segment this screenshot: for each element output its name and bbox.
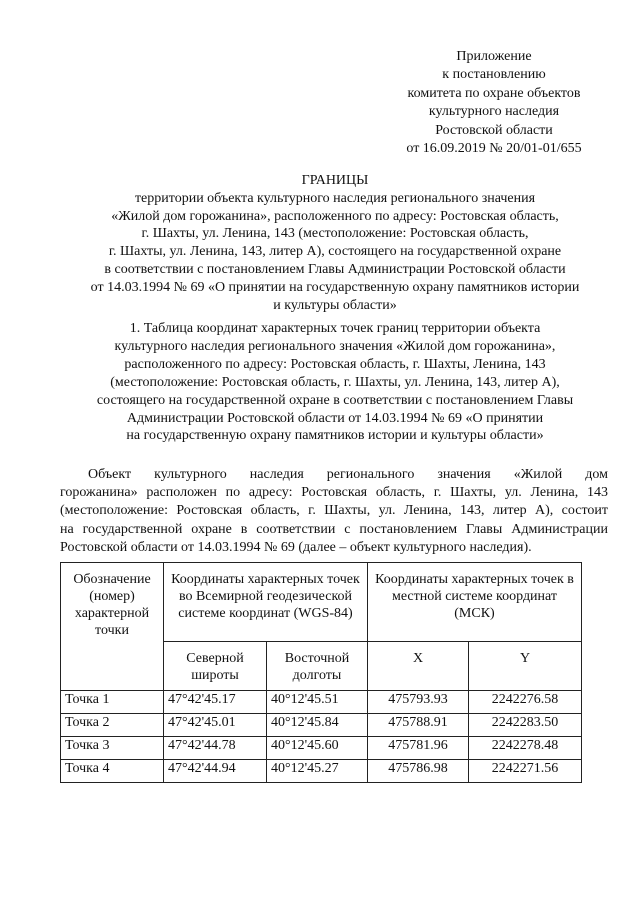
title-line: г. Шахты, ул. Ленина, 143, литер А), состоящего на государственной охране bbox=[108, 244, 562, 260]
cell-y: 2242278.48 bbox=[469, 737, 582, 760]
cell-x: 475781.96 bbox=[368, 737, 469, 760]
cell-east: 40°12'45.84 bbox=[267, 714, 368, 737]
cell-east: 40°12'45.60 bbox=[267, 737, 368, 760]
cell-y: 2242271.56 bbox=[469, 760, 582, 783]
table-row bbox=[61, 691, 582, 714]
section-line: расположенного по адресу: Ростовская область, г. Шахты, Ленина, 143 bbox=[124, 356, 546, 372]
cell-east: 40°12'45.27 bbox=[267, 760, 368, 783]
coordinates-table bbox=[60, 562, 582, 783]
section-heading bbox=[40, 320, 630, 445]
section-line: (местоположение: Ростовская область, г. Шахты, ул. Ленина, 143, литер А), bbox=[110, 374, 560, 390]
annex-line: от 16.09.2019 № 20/01-01/655 bbox=[406, 141, 582, 157]
title-line: территории объекта культурного наследия регионального значения bbox=[134, 190, 536, 206]
cell-east: 40°12'45.51 bbox=[267, 691, 368, 714]
cell-north: 47°42'45.17 bbox=[164, 691, 267, 714]
section-line: на государственную охрану памятников истории и культуры области» bbox=[126, 428, 544, 444]
cell-point: Точка 4 bbox=[61, 760, 164, 783]
paragraph-line: (местоположение: Ростовская область, г. Шахты, ул. Ленина, 143, литер А), состоит bbox=[60, 503, 608, 519]
table-header-row bbox=[61, 563, 582, 642]
header-y: Y bbox=[469, 642, 582, 691]
cell-x: 475793.93 bbox=[368, 691, 469, 714]
annex-line: к постановлению bbox=[442, 67, 546, 83]
title-line: г. Шахты, ул. Ленина, 143 (местоположение: Ростовская область, bbox=[141, 226, 529, 242]
cell-north: 47°42'44.94 bbox=[164, 760, 267, 783]
paragraph-line: Ростовской области от 14.03.1994 № 69 (далее – объект культурного наследия). bbox=[60, 539, 532, 555]
table-row bbox=[61, 737, 582, 760]
title-line: в соответствии с постановлением Главы Администрации Ростовской области bbox=[104, 261, 566, 277]
annex-block bbox=[394, 48, 594, 158]
title-heading: ГРАНИЦЫ bbox=[301, 173, 369, 188]
paragraph-line: на государственной охране в соответствии с постановлением Главы Администрации bbox=[60, 521, 608, 537]
header-msk: Координаты характерных точек в местной системе координат (МСК) bbox=[368, 563, 582, 642]
section-line: культурного наследия регионального значения «Жилой дом горожанина», bbox=[114, 338, 556, 354]
cell-point: Точка 2 bbox=[61, 714, 164, 737]
header-x: X bbox=[368, 642, 469, 691]
section-line: состоящего на государственной охране в соответствии с постановлением Главы bbox=[96, 392, 574, 408]
cell-north: 47°42'44.78 bbox=[164, 737, 267, 760]
document-title bbox=[40, 172, 630, 314]
header-east: Восточной долготы bbox=[267, 642, 368, 691]
header-point: Обозначение (номер) характерной точки bbox=[61, 563, 164, 691]
header-wgs: Координаты характерных точек во Всемирной геодезической системе координат (WGS-84) bbox=[164, 563, 368, 642]
title-line: от 14.03.1994 № 69 «О принятии на государственную охрану памятников истории bbox=[90, 279, 580, 295]
cell-point: Точка 1 bbox=[61, 691, 164, 714]
paragraph-line: горожанина» расположен по адресу: Ростовская область, г. Шахты, ул. Ленина, 143 bbox=[60, 485, 608, 501]
section-line: 1. Таблица координат характерных точек границ территории объекта bbox=[129, 321, 541, 336]
title-line: «Жилой дом горожанина», расположенного по адресу: Ростовская область, bbox=[111, 208, 559, 224]
cell-point: Точка 3 bbox=[61, 737, 164, 760]
annex-line: культурного наследия bbox=[428, 104, 560, 120]
table-row bbox=[61, 760, 582, 783]
body-paragraph bbox=[60, 466, 608, 557]
cell-y: 2242276.58 bbox=[469, 691, 582, 714]
section-line: Администрации Ростовской области от 14.03.1994 № 69 «О принятии bbox=[126, 410, 544, 426]
annex-line: комитета по охране объектов bbox=[407, 85, 581, 101]
cell-x: 475788.91 bbox=[368, 714, 469, 737]
table-row bbox=[61, 714, 582, 737]
cell-x: 475786.98 bbox=[368, 760, 469, 783]
cell-north: 47°42'45.01 bbox=[164, 714, 267, 737]
paragraph-line: Объект культурного наследия регионального значения «Жилой дом bbox=[88, 467, 608, 482]
header-north: Северной широты bbox=[164, 642, 267, 691]
cell-y: 2242283.50 bbox=[469, 714, 582, 737]
annex-line: Приложение bbox=[456, 49, 532, 64]
title-line: и культуры области» bbox=[273, 297, 397, 313]
annex-line: Ростовской области bbox=[435, 122, 553, 138]
